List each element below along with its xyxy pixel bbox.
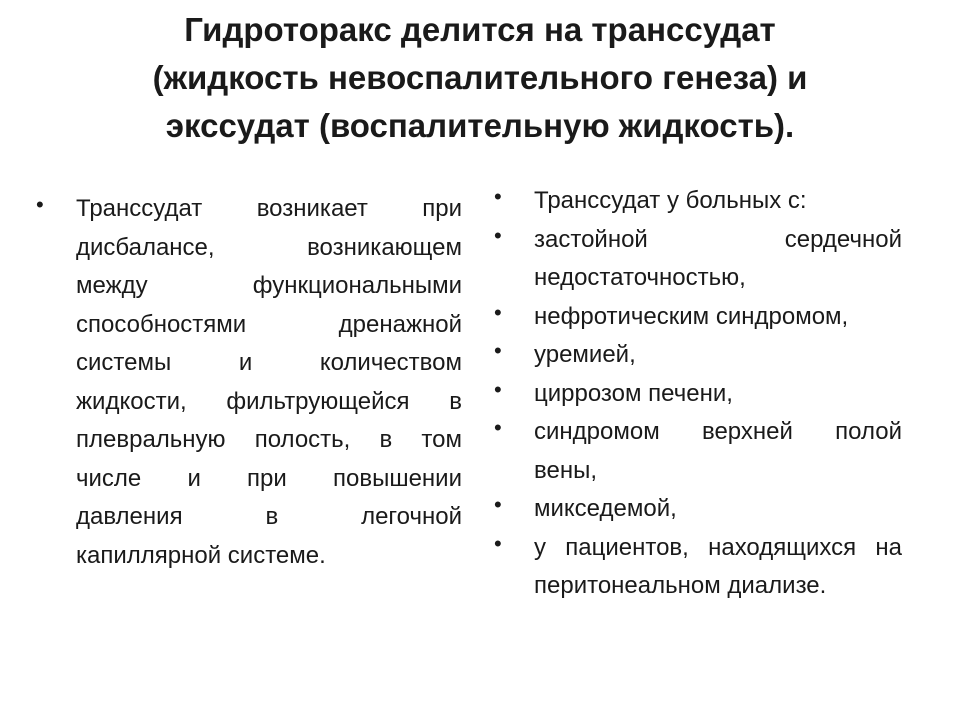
text-line: капиллярной системе. — [76, 541, 326, 569]
text-line: Транссудат возникает при — [76, 195, 462, 222]
list-item — [494, 298, 902, 337]
text-line: дисбалансе, возникающем — [76, 233, 462, 261]
text-line: плевральную полость, в том — [76, 426, 462, 453]
list-item-text — [534, 413, 902, 490]
list-item-text — [534, 336, 902, 375]
text-line: вены, — [534, 456, 597, 484]
list-item — [494, 336, 902, 375]
bullet-icon: • — [494, 492, 502, 517]
right-column — [494, 182, 902, 606]
slide-title — [60, 6, 900, 150]
right-bullet-list — [494, 182, 902, 606]
slide-title-line: экссудат (воспалительную жидкость). — [165, 107, 795, 144]
list-item — [494, 375, 902, 414]
slide-title-line: Гидроторакс делится на транссудат — [184, 11, 776, 48]
list-item-text — [534, 221, 902, 298]
text-line: системы и количеством — [76, 349, 462, 376]
bullet-icon: • — [494, 338, 502, 363]
text-line: давления в легочной — [76, 503, 462, 530]
text-line: способностями дренажной — [76, 310, 462, 338]
list-item — [36, 190, 462, 575]
bullet-icon: • — [494, 184, 502, 209]
bullet-icon: • — [494, 376, 502, 402]
text-line: застойной сердечной — [534, 225, 902, 253]
text-line: числе и при повышении — [76, 464, 462, 492]
text-line: циррозом печени, — [534, 379, 733, 407]
slide-title-line: (жидкость невоспалительного генеза) и — [152, 59, 808, 96]
text-line: нефротическим синдромом, — [534, 302, 849, 330]
text-line: микседемой, — [534, 495, 677, 522]
list-item-text — [534, 529, 902, 606]
left-column — [36, 190, 462, 575]
text-line: недостаточностью, — [534, 264, 746, 291]
text-line: перитонеальном диализе. — [534, 572, 827, 599]
list-item — [494, 221, 902, 298]
text-line: уремией, — [534, 341, 636, 368]
list-item — [494, 490, 902, 529]
bullet-icon: • — [494, 299, 502, 325]
bullet-icon: • — [36, 192, 44, 217]
bullet-icon: • — [494, 530, 502, 556]
text-line: жидкости, фильтрующейся в — [76, 387, 462, 415]
bullet-icon: • — [494, 415, 502, 440]
list-item — [494, 413, 902, 490]
list-item-text — [534, 298, 902, 337]
bullet-icon: • — [494, 222, 502, 248]
list-item-text — [76, 190, 462, 575]
text-line: у пациентов, находящихся на — [534, 533, 902, 561]
left-bullet-list — [36, 190, 462, 575]
text-line: синдромом верхней полой — [534, 418, 902, 445]
list-item-text — [534, 375, 902, 414]
list-item — [494, 529, 902, 606]
list-item-text — [534, 182, 902, 221]
text-line: Транссудат у больных с: — [534, 187, 807, 214]
list-item — [494, 182, 902, 221]
list-item-text — [534, 490, 902, 529]
text-line: между функциональными — [76, 272, 462, 299]
